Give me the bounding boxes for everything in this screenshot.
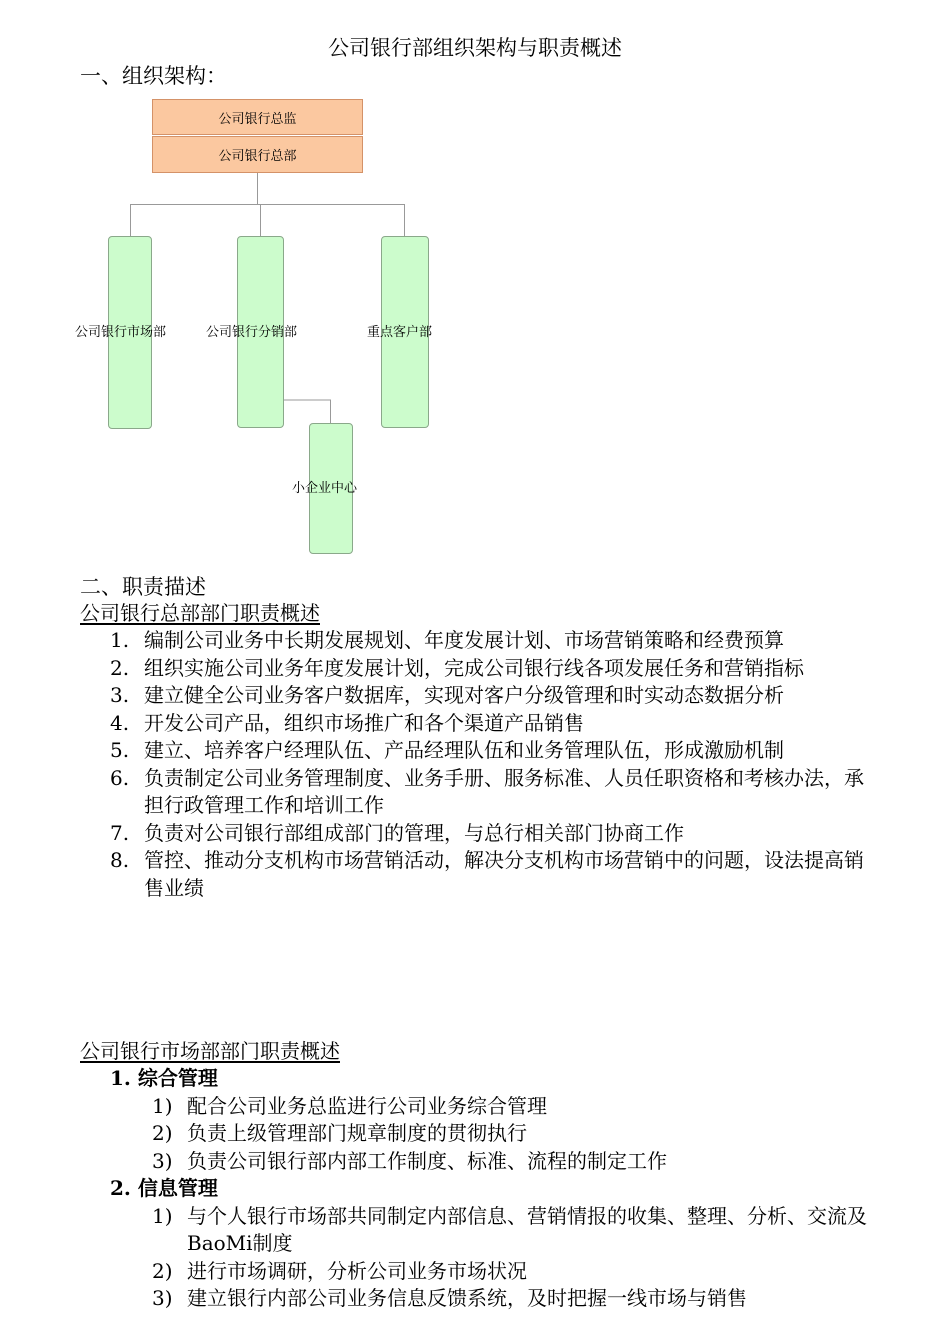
list-item-text: 负责制定公司业务管理制度、业务手册、服务标准、人员任职资格和考核办法，承担行政管理工作和培训工作 bbox=[144, 765, 864, 817]
org-box-director-label: 公司银行总监 bbox=[218, 111, 297, 127]
list-item bbox=[0, 1258, 950, 1286]
list-item-number: 3. bbox=[110, 683, 130, 707]
org-label-distribution-dept: 公司银行分销部 bbox=[206, 325, 298, 340]
market-duties-block bbox=[0, 1065, 950, 1313]
list-item-number: 2. bbox=[110, 655, 130, 680]
group-title-general-management: 1. 综合管理 bbox=[110, 1066, 218, 1090]
list-item bbox=[0, 682, 950, 710]
org-chart bbox=[0, 0, 950, 580]
list-item-text: 编制公司业务中长期发展规划、年度发展计划、市场营销策略和经费预算 bbox=[144, 628, 784, 652]
list-item-number: 1) bbox=[152, 1203, 173, 1228]
market-duties-heading: 公司银行市场部部门职责概述 bbox=[80, 1039, 340, 1063]
list-item bbox=[0, 1148, 950, 1176]
list-item-number: 7. bbox=[110, 820, 130, 845]
section-duties-heading: 二、职责描述 bbox=[80, 575, 206, 599]
list-item-text: 建立、培养客户经理队伍、产品经理队伍和业务管理队伍，形成激励机制 bbox=[144, 738, 784, 762]
list-item-text: 开发公司产品，组织市场推广和各个渠道产品销售 bbox=[144, 710, 584, 735]
list-item-number: 5. bbox=[110, 738, 130, 762]
list-item bbox=[0, 1203, 950, 1258]
list-item bbox=[0, 655, 950, 683]
list-item bbox=[0, 710, 950, 738]
list-item bbox=[0, 847, 950, 902]
list-item-text: 负责上级管理部门规章制度的贯彻执行 bbox=[187, 1121, 527, 1145]
list-item-number: 1) bbox=[152, 1093, 173, 1118]
list-item bbox=[0, 820, 950, 848]
list-item-number: 2) bbox=[152, 1121, 173, 1145]
list-item-text: 建立银行内部公司业务信息反馈系统，及时把握一线市场与销售 bbox=[187, 1286, 747, 1310]
list-item-number: 3) bbox=[152, 1286, 173, 1310]
list-item bbox=[0, 1285, 950, 1313]
org-label-market-dept: 公司银行市场部 bbox=[75, 325, 167, 340]
list-item-number: 1. bbox=[110, 628, 130, 652]
hq-duties-heading: 公司银行总部部门职责概述 bbox=[80, 601, 320, 625]
list-item-text: 建立健全公司业务客户数据库，实现对客户分级管理和时实动态数据分析 bbox=[144, 683, 784, 707]
list-item-number: 6. bbox=[110, 765, 130, 790]
list-item-text: 管控、推动分支机构市场营销活动，解决分支机构市场营销中的问题，设法提高销售业绩 bbox=[144, 848, 864, 900]
list-item bbox=[0, 1093, 950, 1121]
list-item-text: 进行市场调研，分析公司业务市场状况 bbox=[187, 1258, 527, 1283]
org-label-small-business-center: 小企业中心 bbox=[292, 481, 358, 496]
list-item-text: 负责公司银行部内部工作制度、标准、流程的制定工作 bbox=[187, 1148, 667, 1173]
list-item-number: 2) bbox=[152, 1258, 173, 1283]
list-item-text: 负责对公司银行部组成部门的管理，与总行相关部门协商工作 bbox=[144, 820, 684, 845]
group-title-information-management: 2. 信息管理 bbox=[110, 1176, 218, 1200]
list-item-number: 8. bbox=[110, 848, 130, 872]
section-org-heading: 一、组织架构： bbox=[80, 64, 227, 88]
list-item bbox=[0, 737, 950, 765]
list-item bbox=[0, 765, 950, 820]
org-box-headquarters bbox=[152, 136, 363, 173]
list-item bbox=[0, 627, 950, 655]
document-title: 公司银行部组织架构与职责概述 bbox=[328, 36, 622, 60]
list-item-text: 配合公司业务总监进行公司业务综合管理 bbox=[187, 1093, 547, 1118]
list-item-number: 3) bbox=[152, 1148, 173, 1173]
org-box-headquarters-label: 公司银行总部 bbox=[218, 149, 297, 164]
hq-duties-list bbox=[0, 627, 950, 902]
org-box-director bbox=[152, 99, 363, 135]
list-item-text: 组织实施公司业务年度发展计划，完成公司银行线各项发展任务和营销指标 bbox=[144, 655, 804, 680]
org-label-key-accounts-dept: 重点客户部 bbox=[367, 325, 433, 340]
list-item-number: 4. bbox=[110, 710, 130, 735]
list-item-text: 与个人银行市场部共同制定内部信息、营销情报的收集、整理、分析、交流及BaoMi制度 bbox=[187, 1203, 867, 1255]
list-item bbox=[0, 1120, 950, 1148]
